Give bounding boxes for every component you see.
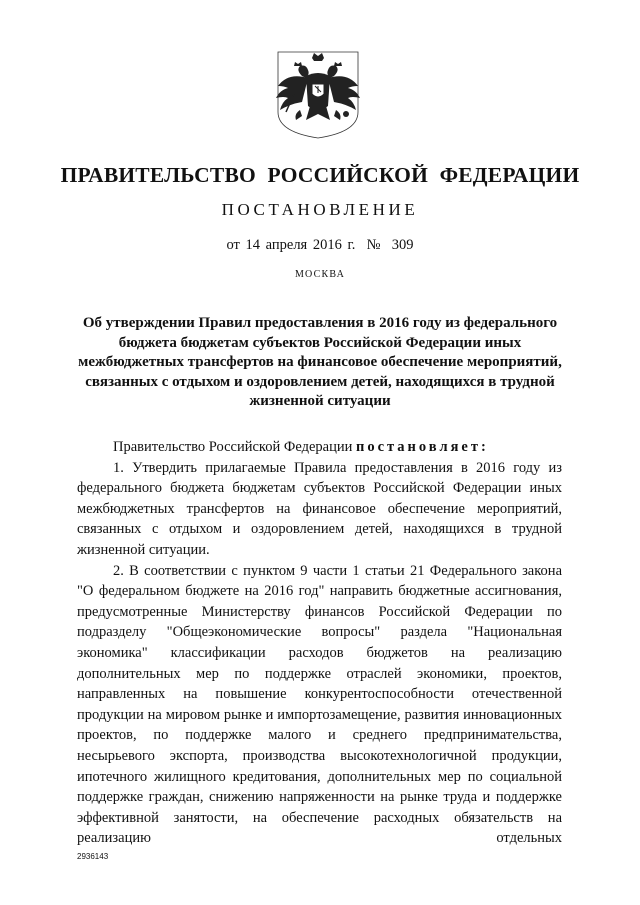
document-date-number: от 14 апреля 2016 г. № 309 <box>226 237 414 253</box>
document-subject: Об утверждении Правил предоставления в 2016 году из федерального бюджета бюджетам субъектов Российской Федерации иных межбюджетных трансфертов на финансовое обеспечение мероприятий, связанных с отдыхом и оздоровлением детей, находящихся в трудной жизненной ситуации <box>78 315 562 409</box>
document-type: ПОСТАНОВЛЕНИЕ <box>221 200 419 219</box>
paragraph-1: 1. Утвердить прилагаемые Правила предоставления в 2016 году из федерального бюджета бюджетам субъектов Российской Федерации иных межбюджетных трансфертов на финансовое обеспечение мероприятий, связанных с отдыхом и оздоровлением детей, находящихся в трудной жизненной ситуации. <box>77 459 562 558</box>
preamble <box>77 437 562 458</box>
preamble-text: Правительство Российской Федерации <box>113 439 356 455</box>
document-city: МОСКВА <box>294 269 346 280</box>
preamble-emphasis: постановляет: <box>355 439 489 455</box>
document-body <box>77 437 562 849</box>
document-code: 2936143 <box>77 852 109 861</box>
government-title: ПРАВИТЕЛЬСТВО РОССИЙСКОЙ ФЕДЕРАЦИИ <box>60 163 580 187</box>
coat-of-arms-icon <box>272 48 364 140</box>
paragraph-2: 2. В соответствии с пунктом 9 части 1 статьи 21 Федерального закона "О федеральном бюджете на 2016 год" направить бюджетные ассигнования, предусмотренные Министерству финансов Российской Федерации по подразделу "Общеэкономические вопросы" раздела "Национальная экономика" классификации расходов бюджетов на реализацию дополнительных мер по поддержке отраслей экономики, проектов, направленных на повышение конкурентоспособности отечественной продукции на мировом рынке и импортозамещение, развития инновационных проектов, по поддержке малого и среднего предпринимательства, несырьевого экспорта, производства высокотехнологичной продукции, ипотечного жилищного кредитования, дополнительных мер по социальной поддержке граждан, снижению напряженности на рынке труда и поддержке эффективной занятости, на обеспечение расходных обязательств на реализацию отдельных <box>77 562 562 847</box>
